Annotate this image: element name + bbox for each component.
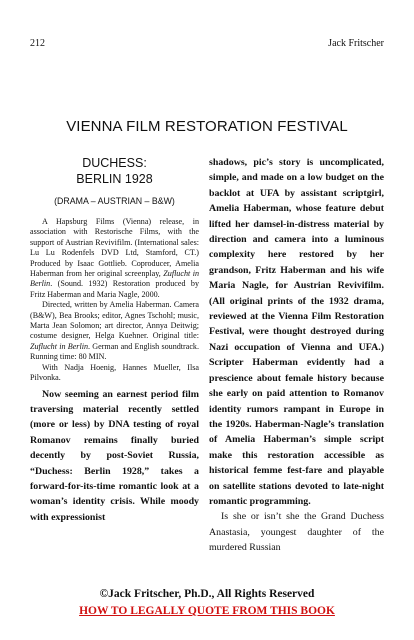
review-body-left: Now seeming an earnest period film traversing material recently settled (more or less) by DNA testing of royal Romanov remains finally buried decently by post-Soviet Russia, “Duchess: Berlin 1928,” takes a forward-for-its-time romantic look at a woman’s identity crisis. While moody with expressionist	[30, 388, 199, 523]
review-title	[30, 155, 199, 187]
credits-paragraph-2: Directed, written by Amelia Haberman. Camera (B&W), Bea Brooks; editor, Agnes Tschohl; music, Marta Jean Solomon; art director, Annya Deitwig; costume designer, Helga Kuehner. Original title: Zuflucht in Berlin. German and English soundtrack. Running time: 80 MIN.	[30, 300, 200, 362]
left-column	[30, 155, 199, 525]
review-title-line2: BERLIN 1928	[76, 172, 153, 186]
review-title-line1: DUCHESS:	[82, 156, 147, 170]
footer-copyright: ©Jack Fritscher, Ph.D., All Rights Reserved	[99, 588, 315, 600]
quote-guidelines-link[interactable]: HOW TO LEGALLY QUOTE FROM THIS BOOK	[79, 605, 335, 617]
right-column	[209, 155, 384, 556]
credits-paragraph-1: A Hapsburg Films (Vienna) release, in association with Restorische Films, with the support of Austrian Revivifilm. (International sales: Lu Lu Rodenfels DVD Ltd, Stamford, CT.) Produced by Isaac Gottlieb. Coproducer, Amelia Haberman from her original screenplay, Zuflucht in Berlin. (Sound. 1932) Restoration produced by Fritz Haberman and Maria Nagle, 2000.	[30, 217, 199, 299]
review-body-right: shadows, pic’s story is uncomplicated, simple, and made on a low budget on the backlot at UFA by assistant scriptgirl, Amelia Haberman, whose feature debut lifted her damsel-in-distress material by direction and camera into a luminous complexity here restored by her grandson, Fritz Haberman and his wife Maria Nagle, for Austrian Revivifilm. (All original prints of the 1932 drama, reviewed at the Vienna Film Restoration Festival, were thought destroyed during Nazi occupation of Vienna and UFA.) Scripter Haberman evidently had a prescience about female history because she early on paid attention to Romanov identity rumors rampant in Europe in the 1920s. Haberman-Nagle’s translation of Amelia Haberman’s simple script make this restoration accessible as historical femme fest-fare and playable on satellite stations devoted to late-night romantic programming.	[209, 157, 384, 507]
section-title: VIENNA FILM RESTORATION FESTIVAL	[66, 118, 348, 135]
credits-block	[30, 217, 199, 384]
credits-paragraph-3: With Nadja Hoenig, Hannes Mueller, Ilsa Pilvonka.	[30, 362, 199, 383]
running-head: Jack Fritscher	[328, 38, 384, 49]
review-body-right-continued: Is she or isn’t she the Grand Duchess Anastasia, youngest daughter of the murdered Russian	[209, 511, 384, 554]
review-genre-subtitle: (DRAMA – AUSTRIAN – B&W)	[54, 196, 175, 206]
page-number: 212	[30, 38, 45, 49]
